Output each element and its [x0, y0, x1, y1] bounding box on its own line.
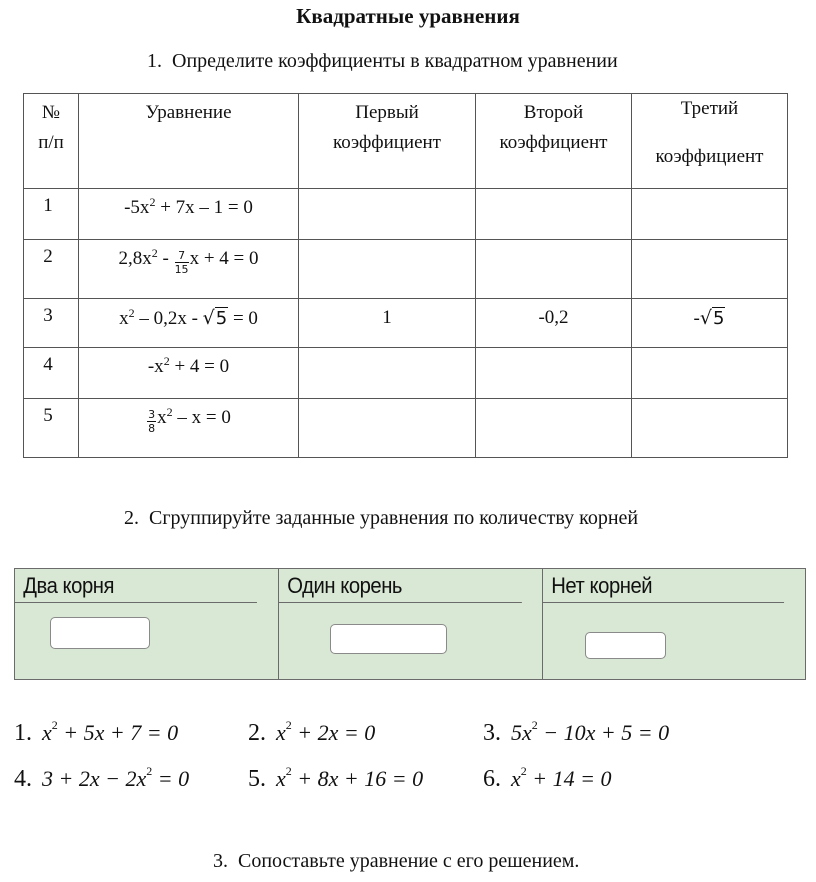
equation-cell: $-5x^2 + 7x - 1 = 0$	[124, 195, 253, 218]
task-2-text: Сгруппируйте заданные уравнения по количеству корней	[149, 507, 639, 529]
group-header: Нет корней	[543, 569, 784, 603]
coefficients-table	[23, 93, 788, 458]
first-coefficient-value: 1	[382, 307, 392, 328]
equation-item[interactable]: 2. $x^2 + 2x = 0$	[248, 718, 376, 746]
header-num: № п/п	[38, 102, 64, 153]
header-equation: Уравнение	[145, 102, 232, 123]
drop-target-one-root[interactable]	[330, 624, 447, 654]
task-2-number: 2.	[124, 507, 139, 529]
drop-target-no-roots[interactable]	[585, 632, 666, 659]
third-coefficient-value: -√5	[693, 307, 725, 329]
task-3-number: 3.	[213, 850, 228, 872]
equation-item[interactable]: 5. $x^2 + 8x + 16 = 0$	[248, 764, 424, 792]
fraction: $\frac{7}{15}$	[174, 249, 189, 276]
second-coefficient-cell[interactable]	[476, 189, 632, 240]
page-title: Квадратные уравнения	[296, 4, 520, 28]
task-2-heading	[124, 507, 638, 530]
table-row: 1 $-5x^2 + 7x - 1 = 0$	[24, 189, 788, 240]
second-coefficient-cell[interactable]	[476, 348, 632, 399]
table-row: 5 $\frac{3}{8}$ $x^2 - x = 0$	[24, 399, 788, 458]
second-coefficient-cell[interactable]	[476, 399, 632, 458]
third-coefficient-cell[interactable]	[632, 189, 788, 240]
equation-cell: $x^2 - 0,2x - √5 = 0$	[119, 306, 258, 329]
first-coefficient-cell[interactable]	[299, 399, 476, 458]
fraction: $\frac{3}{8}$	[148, 408, 156, 435]
first-coefficient-cell[interactable]	[299, 348, 476, 399]
equation-cell: $-x^2 + 4 = 0$	[147, 354, 230, 377]
group-column-one-root	[278, 569, 543, 679]
header-second-coefficient: Второй коэффициент	[499, 102, 608, 153]
equation-cell: $\frac{3}{8}$ $x^2 - x = 0$	[148, 405, 231, 435]
third-coefficient-cell[interactable]	[632, 348, 788, 399]
group-header: Два корня	[15, 569, 257, 603]
task-1-number: 1.	[147, 50, 162, 72]
third-coefficient-cell[interactable]	[632, 399, 788, 458]
header-first-coefficient: Первый коэффициент	[333, 102, 441, 153]
group-column-no-roots	[542, 569, 805, 679]
second-coefficient-value: -0,2	[538, 307, 569, 328]
square-root: √5	[202, 307, 228, 329]
first-coefficient-cell[interactable]	[299, 189, 476, 240]
group-column-two-roots	[15, 569, 278, 679]
table-row: 3 $x^2 - 0,2x - √5 = 0$ 1 -0,2 -√5	[24, 299, 788, 348]
table-row: 4 $-x^2 + 4 = 0$	[24, 348, 788, 399]
task-1-heading	[147, 50, 618, 73]
header-third-coefficient: Третий коэффициент	[655, 98, 764, 167]
grouping-table	[14, 568, 806, 680]
third-coefficient-cell[interactable]	[632, 240, 788, 299]
equation-item[interactable]: 1. $x^2 + 5x + 7 = 0$	[14, 718, 179, 746]
table-header-row	[24, 94, 788, 189]
table-row: 2 $2,8x^2$ - $\frac{7}{15}$ x + 4 = 0	[24, 240, 788, 299]
equation-item[interactable]: 3. $5x^2 - 10x + 5 = 0$	[483, 718, 670, 746]
second-coefficient-cell[interactable]	[476, 240, 632, 299]
task-1-text: Определите коэффициенты в квадратном уравнении	[172, 50, 618, 72]
equation-item[interactable]: 6. $x^2 + 14 = 0$	[483, 764, 612, 792]
task-3-text: Сопоставьте уравнение с его решением.	[238, 850, 580, 872]
equation-item[interactable]: 4. $3 + 2x - 2x^2 = 0$	[14, 764, 190, 792]
equation-cell: $2,8x^2$ - $\frac{7}{15}$ x + 4 = 0	[118, 246, 259, 276]
group-header: Один корень	[279, 569, 522, 603]
drop-target-two-roots[interactable]	[50, 617, 150, 649]
task-3-heading	[213, 850, 579, 873]
first-coefficient-cell[interactable]	[299, 240, 476, 299]
